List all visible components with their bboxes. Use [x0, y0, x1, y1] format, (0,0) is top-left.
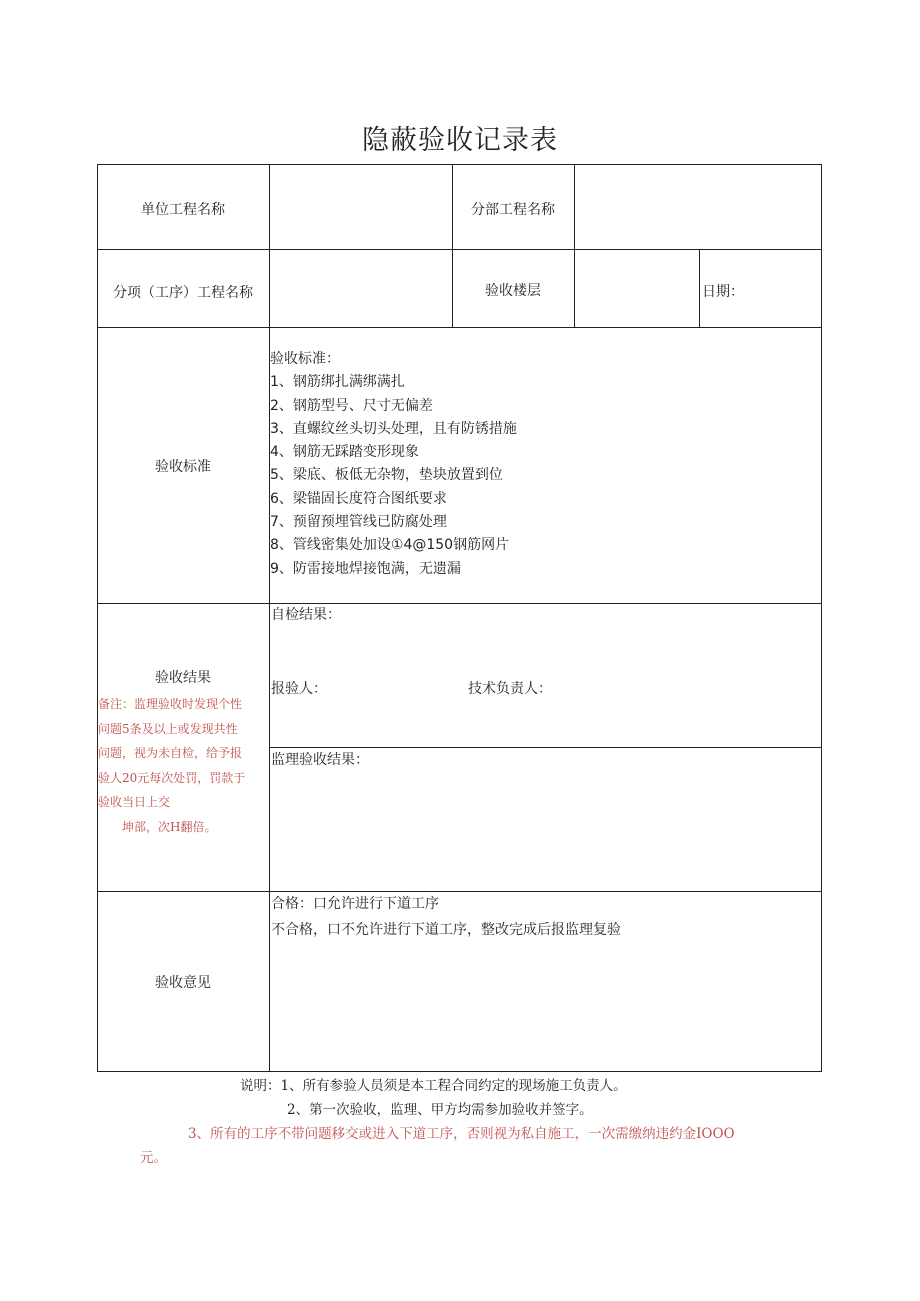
standard-heading: 验收标准：	[270, 351, 340, 367]
tech-lead-label: 技术负责人：	[468, 681, 552, 697]
note-line: 验收当日上交	[98, 795, 171, 809]
division-project-label: 分部工程名称	[471, 202, 555, 218]
list-item: 8、管线密集处加设①4@150钢筋网片	[270, 537, 510, 554]
penalty-note	[98, 692, 270, 839]
acceptance-result-label: 验收结果	[155, 670, 211, 686]
standard-list	[270, 348, 517, 581]
list-item: 3、直螺纹丝头切头处理，且有防锈措施	[270, 420, 517, 437]
self-check-label: 自检结果：	[271, 607, 341, 623]
note-line: 验人20元每次处罚，罚款于	[98, 770, 246, 785]
acceptance-opinion-label: 验收意见	[155, 975, 211, 991]
list-item: 1、钢筋绑扎满绑满扎	[270, 374, 405, 391]
unit-project-label: 单位工程名称	[141, 202, 225, 218]
inspector-label: 报验人：	[271, 681, 327, 697]
supervisor-result-label: 监理验收结果：	[271, 752, 369, 768]
date-label: 日期：	[702, 284, 744, 300]
footer-note-3: 3、所有的工序不带问题移交或进入下道工序，否则视为私自施工，一次需缴纳违约金IOOO	[188, 1126, 735, 1142]
table-border-right	[821, 164, 822, 1072]
row-divider	[269, 747, 822, 748]
row-divider	[97, 603, 822, 604]
row-divider	[97, 327, 822, 328]
list-item: 7、预留预埋管线已防腐处理	[270, 514, 447, 531]
footer-note-1: 说明：1、所有参验人员须是本工程合同约定的现场施工负责人。	[240, 1078, 627, 1094]
list-item: 9、防雷接地焊接饱满，无遗漏	[270, 560, 461, 577]
fail-option: 不合格，口不允许进行下道工序，整改完成后报监理复验	[271, 922, 621, 938]
sub-item-project-label: 分项（工序）工程名称	[113, 285, 253, 301]
column-divider	[452, 164, 453, 328]
column-divider	[699, 249, 700, 328]
table-border-top	[97, 164, 822, 165]
list-item: 4、钢筋无踩踏变形现象	[270, 444, 419, 461]
list-item: 2、钢筋型号、尺寸无偏差	[270, 397, 433, 414]
footer-note-2: 2、第一次验收，监理、甲方均需参加验收并签字。	[287, 1102, 593, 1118]
acceptance-floor-label: 验收楼层	[485, 283, 541, 299]
footer-note-4: 元。	[140, 1150, 167, 1166]
acceptance-standard-label: 验收标准	[155, 459, 211, 475]
pass-option: 合格：口允许进行下道工序	[271, 896, 439, 912]
row-divider	[97, 249, 822, 250]
column-divider	[269, 164, 270, 1072]
note-line: 问题，视为未自检，给予报	[98, 746, 243, 760]
column-divider	[574, 164, 575, 328]
note-line: 问题5条及以上或发现共性	[98, 721, 238, 736]
page-title: 隐蔽验收记录表	[362, 125, 558, 156]
table-border-bottom	[97, 1071, 822, 1072]
row-divider	[97, 891, 822, 892]
list-item: 6、梁锚固长度符合图纸要求	[270, 490, 447, 507]
list-item: 5、梁底、板低无杂物，垫块放置到位	[270, 467, 503, 484]
note-line: 备注：监理验收时发现个性	[98, 697, 243, 711]
note-line: 坤部，次H翻倍。	[122, 819, 217, 834]
